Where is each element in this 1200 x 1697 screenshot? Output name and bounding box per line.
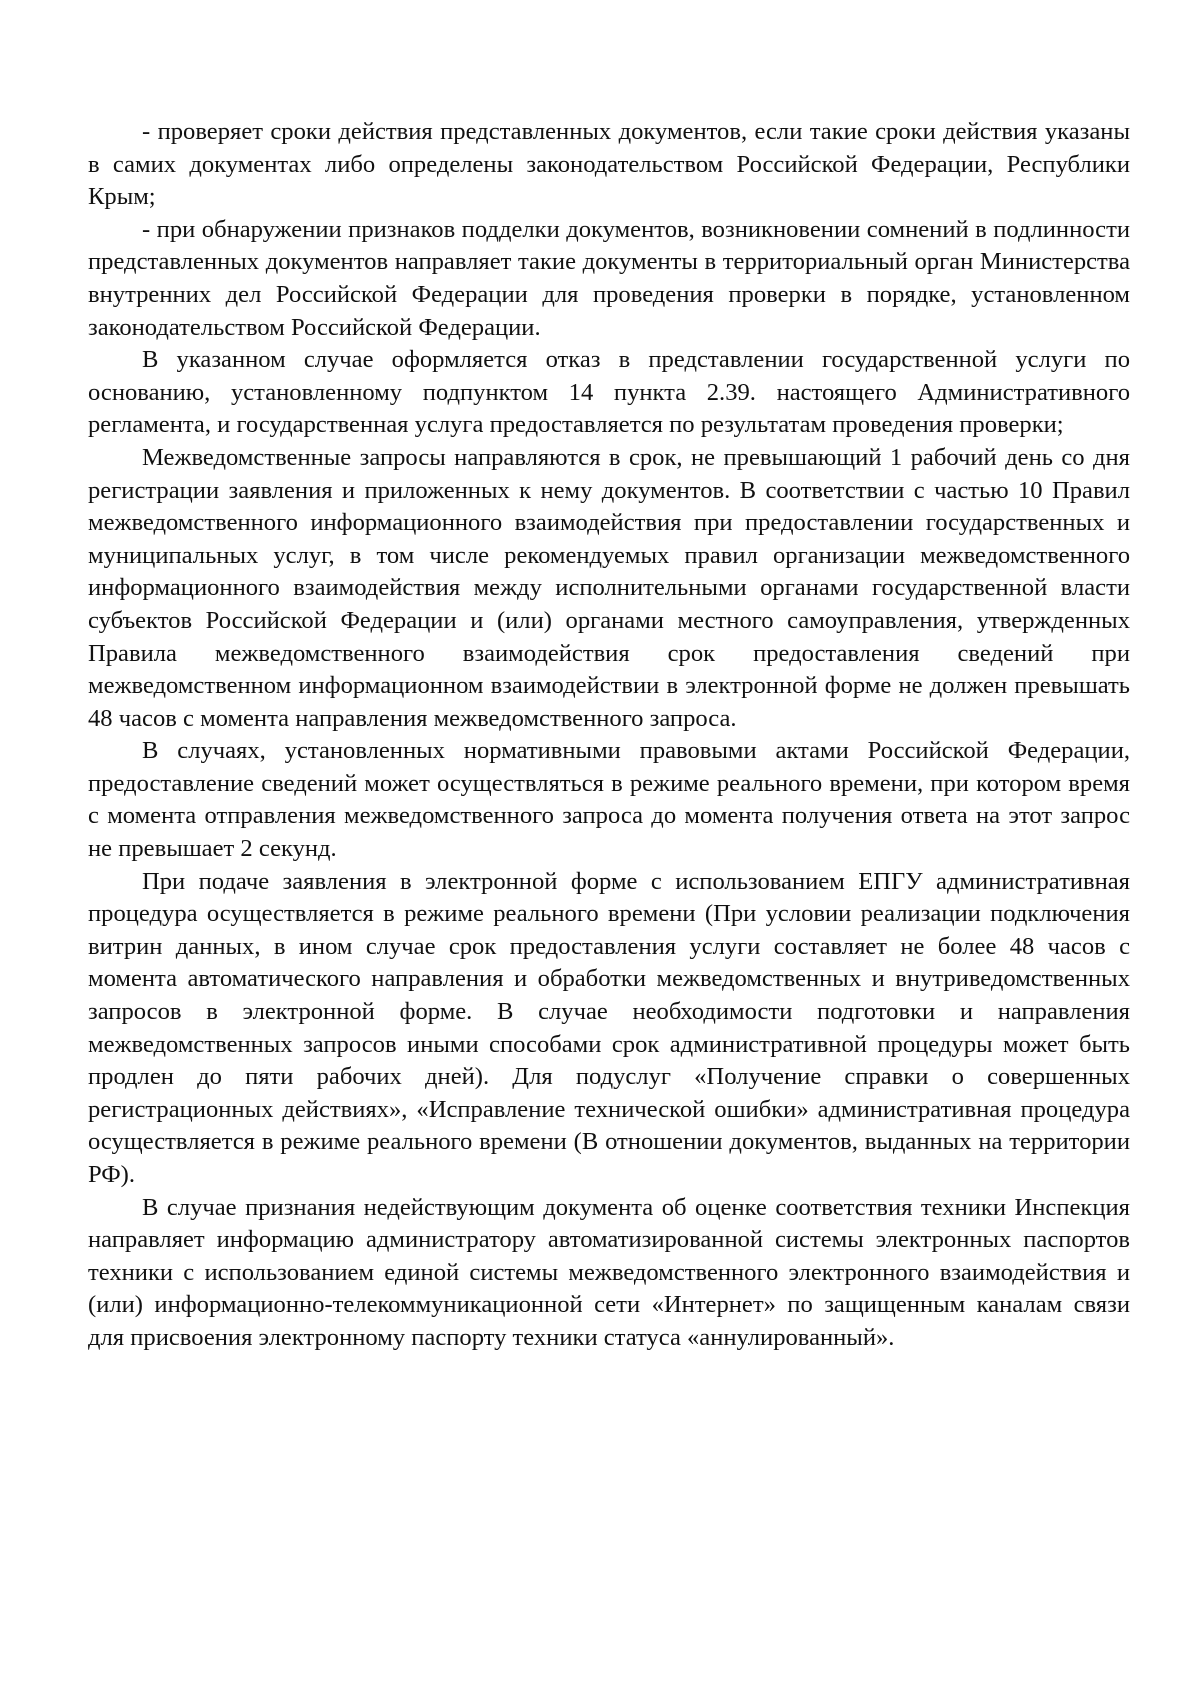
paragraph-epgu: При подаче заявления в электронной форме с использованием ЕПГУ административная процедура осуществляется в режиме реального времени (При условии реализации подключения витрин данных, в ином случае срок предоставления услуги составляет не более 48 часов с момента автоматического направления и обработки межведомственных и внутриведомственных запросов в электронной форме. В случае необходимости подготовки и направления межведомственных запросов иными способами срок административной процедуры может быть продлен до пяти рабочих дней). Для подуслуг «Получение справки о совершенных регистрационных действиях», «Исправление технической ошибки» административная процедура осуществляется в режиме реального времени (В отношении документов, выданных на территории РФ). [88, 867, 1130, 1188]
paragraph-real-time: В случаях, установленных нормативными правовыми актами Российской Федерации, предоставление сведений может осуществляться в режиме реального времени, при котором время с момента отправления межведомственного запроса до момента получения ответа на этот запрос не превышает 2 секунд. [88, 737, 1130, 863]
paragraph-forgery-check: - при обнаружении признаков подделки документов, возникновении сомнений в подлинности представленных документов направляет такие документы в территориальный орган Министерства внутренних дел Российской Федерации для проведения проверки в порядке, установленном законодательством Российской Федерации. [88, 215, 1130, 341]
paragraph-check-validity: - проверяет сроки действия представленных документов, если такие сроки действия указаны в самих документах либо определены законодательством Российской Федерации, Республики Крым; [88, 118, 1130, 211]
paragraph-interagency-requests: Межведомственные запросы направляются в срок, не превышающий 1 рабочий день со дня регистрации заявления и приложенных к нему документов. В соответствии с частью 10 Правил межведомственного информационного взаимодействия при предоставлении государственных и муниципальных услуг, в том числе рекомендуемых правил организации межведомственного информационного взаимодействия между исполнительными органами государственной власти субъектов Российской Федерации и (или) органами местного самоуправления, утвержденных Правила межведомственного взаимодействия срок предоставления сведений при межведомственном информационном взаимодействии в электронной форме не должен превышать 48 часов с момента направления межведомственного запроса. [88, 443, 1130, 732]
document-page [88, 116, 1130, 1355]
paragraph-refusal: В указанном случае оформляется отказ в представлении государственной услуги по основанию, установленному подпунктом 14 пункта 2.39. настоящего Административного регламента, и государственная услуга предоставляется по результатам проведения проверки; [88, 346, 1130, 439]
paragraph-annulment: В случае признания недействующим документа об оценке соответствия техники Инспекция направляет информацию администратору автоматизированной системы электронных паспортов техники с использованием единой системы межведомственного электронного взаимодействия и (или) информационно-телекоммуникационной сети «Интернет» по защищенным каналам связи для присвоения электронному паспорту техники статуса «аннулированный». [88, 1193, 1130, 1351]
